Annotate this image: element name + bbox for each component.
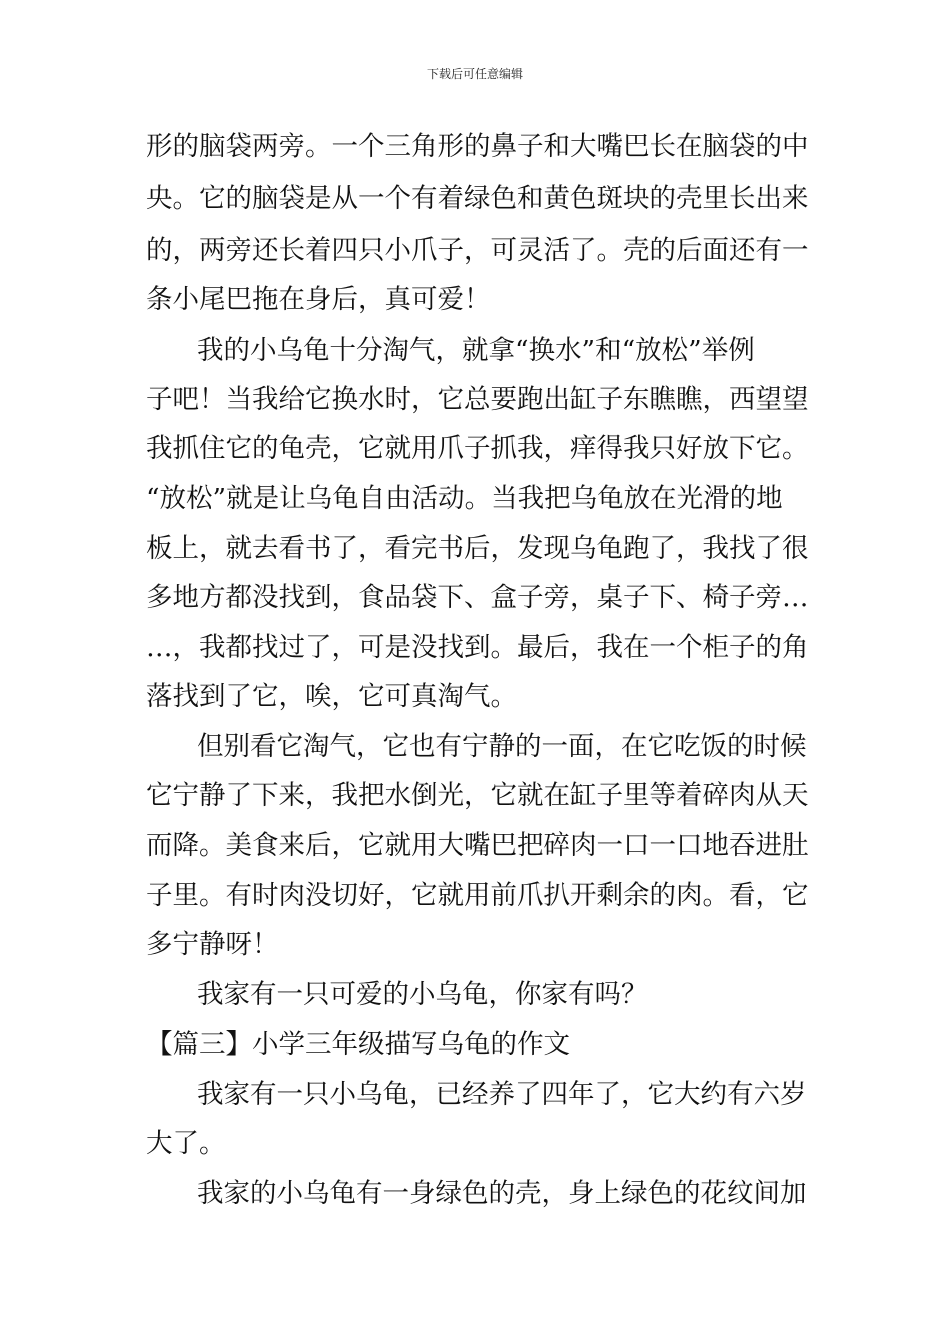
text-line: 多地方都没找到，食品袋下、盒子旁，桌子下、椅子旁… (146, 582, 809, 613)
page-header: 下载后可任意编辑 (426, 67, 523, 81)
text-line: 的，两旁还长着四只小爪子，可灵活了。壳的后面还有一 (146, 235, 809, 266)
text-line: 它宁静了下来，我把水倒光，它就在缸子里等着碎肉从天 (146, 780, 809, 811)
section-heading: 【篇三】小学三年级描写乌龟的作文 (146, 1029, 570, 1060)
text-line: 板上，就去看书了，看完书后，发现乌龟跑了，我找了很 (146, 533, 809, 564)
text-line: 大了。 (146, 1128, 226, 1159)
text-line: 子吧！当我给它换水时，它总要跑出缸子东瞧瞧，西望望 (146, 384, 809, 415)
text-line: …，我都找过了，可是没找到。最后，我在一个柜子的角 (146, 632, 809, 663)
text-line: 落找到了它，唉，它可真淘气。 (146, 681, 517, 712)
text-line: “放松”就是让乌龟自由活动。当我把乌龟放在光滑的地 (146, 483, 783, 514)
text-line: 我抓住它的龟壳，它就用爪子抓我，痒得我只好放下它。 (146, 433, 809, 464)
paragraph-first-line: 我家的小乌龟有一身绿色的壳，身上绿色的花纹间加 (197, 1178, 807, 1209)
paragraph-first-line: 但别看它淘气，它也有宁静的一面，在它吃饭的时候 (197, 731, 807, 762)
text-line: 形的脑袋两旁。一个三角形的鼻子和大嘴巴长在脑袋的中 (146, 131, 809, 162)
text-line: 央。它的脑袋是从一个有着绿色和黄色斑块的壳里长出来 (146, 183, 809, 214)
paragraph-first-line: 我的小乌龟十分淘气，就拿“换水”和“放松”举例 (197, 335, 755, 366)
paragraph-first-line: 我家有一只可爱的小乌龟，你家有吗？ (197, 979, 648, 1010)
text-line: 多宁静呀！ (146, 929, 279, 960)
text-line: 而降。美食来后，它就用大嘴巴把碎肉一口一口地吞进肚 (146, 830, 809, 861)
text-line: 条小尾巴拖在身后，真可爱！ (146, 284, 491, 315)
text-line: 子里。有时肉没切好，它就用前爪扒开剩余的肉。看，它 (146, 880, 809, 911)
paragraph-first-line: 我家有一只小乌龟，已经养了四年了，它大约有六岁 (197, 1079, 807, 1110)
